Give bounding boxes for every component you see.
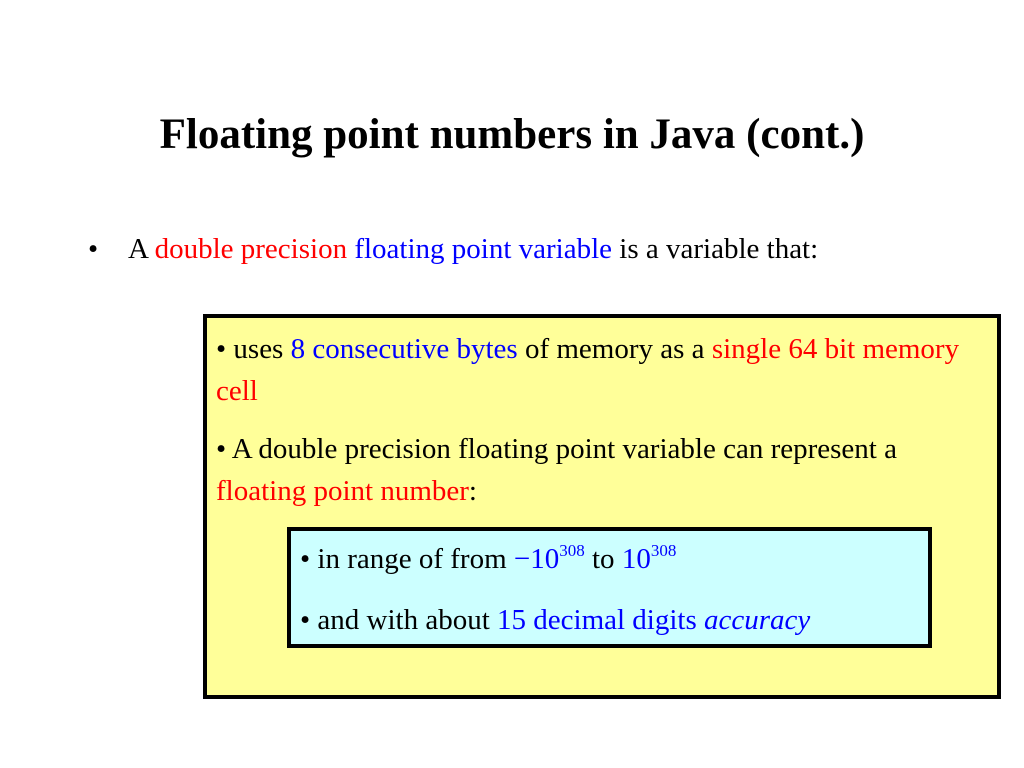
bytes-bullet-mid: of memory as a xyxy=(517,333,712,365)
range-bullet-mid: to xyxy=(584,543,622,575)
represent-bullet-pre: • A double precision floating point variable can represent a xyxy=(216,433,897,465)
double-precision-term: double precision xyxy=(154,233,348,265)
slide-title: Floating point numbers in Java (cont.) xyxy=(159,111,865,158)
accuracy-bullet xyxy=(300,601,810,639)
main-bullet-post: is a variable that: xyxy=(612,233,819,265)
range-box xyxy=(287,527,932,648)
range-max xyxy=(622,543,677,575)
accuracy-bullet-pre: • and with about xyxy=(300,604,498,636)
consecutive-bytes-term: 8 consecutive bytes xyxy=(290,333,518,365)
range-min xyxy=(514,543,585,575)
range-max-exponent: 308 xyxy=(650,541,677,560)
range-min-base: −10 xyxy=(513,543,560,575)
bytes-bullet-pre: • uses xyxy=(216,333,291,365)
represent-bullet-post: : xyxy=(468,475,477,507)
floating-point-number-term: floating point number xyxy=(216,475,469,507)
main-bullet-pre: A xyxy=(128,233,155,265)
accuracy-term: accuracy xyxy=(704,604,811,636)
main-bullet xyxy=(88,230,818,268)
bytes-bullet xyxy=(216,328,986,412)
range-max-base: 10 xyxy=(621,543,651,575)
bullet-marker: • xyxy=(88,233,99,265)
range-bullet xyxy=(300,540,676,578)
memory-cell-term: single 64 bit memory cell xyxy=(216,333,960,407)
represent-bullet xyxy=(216,428,986,512)
range-min-exponent: 308 xyxy=(559,541,585,560)
range-bullet-pre: • in range of from xyxy=(300,543,514,575)
floating-point-variable-term: floating point variable xyxy=(354,233,613,265)
decimal-digits-term: 15 decimal digits xyxy=(497,604,705,636)
